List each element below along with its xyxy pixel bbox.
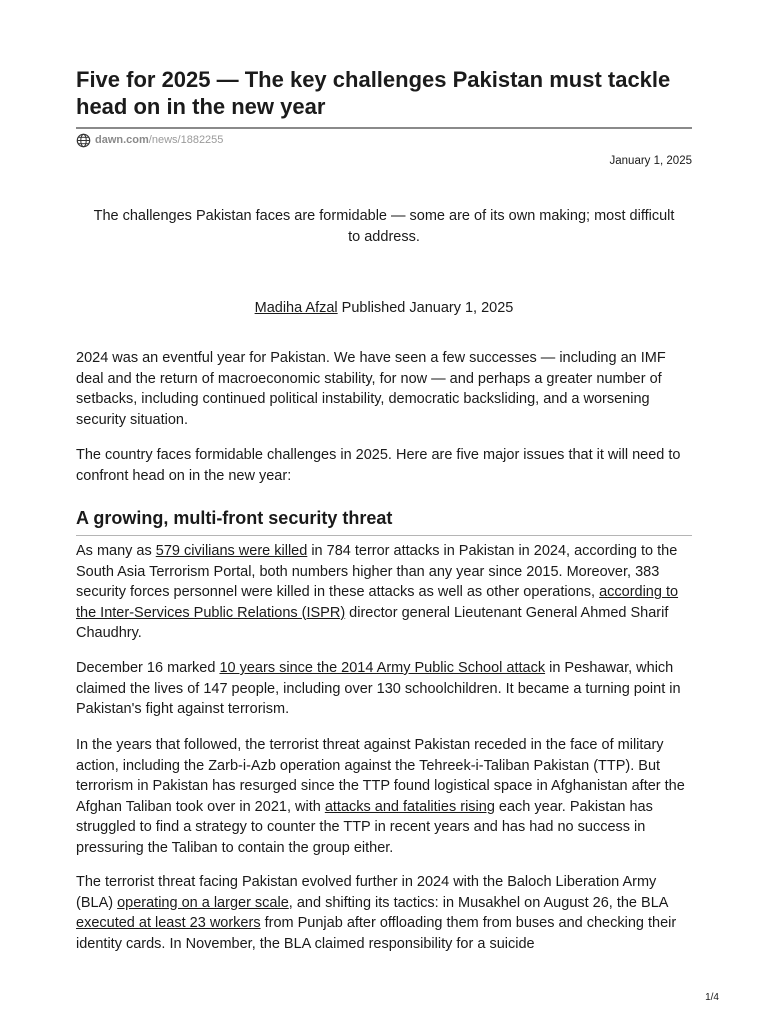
civilians-killed-link[interactable]: 579 civilians were killed	[155, 543, 308, 559]
article-subtitle: The challenges Pakistan faces are formidable — some are of its own making; most difficult to address.	[93, 208, 675, 245]
title-divider	[76, 127, 692, 129]
body-paragraph-3: In the years that followed, the terrorist threat against Pakistan receded in the face of military action, including the Zarb-i-Azb operation against the Tehreek-i-Taliban Pakistan (TTP). But terrorism in Pakistan has resurged since the TTP found logistical space in Afghanistan after the Afghan Taliban took over in 2021, with attacks and fatalities rising each year. Pakistan has struggled to find a strategy to counter the TTP in recent years and has had no success in pressuring the Taliban to contain the group either.	[76, 737, 685, 856]
author-link[interactable]: Madiha Afzal	[254, 300, 338, 316]
body-paragraph-4: The terrorist threat facing Pakistan evolved further in 2024 with the Baloch Liberation Army (BLA) operating on a larger scale, and shifting its tactics: in Musakhel on August 26, the BLA executed at least 23 workers from Punjab after offloading them from buses and checking their identity cards. In November, the BLA claimed responsibility for a suicide	[76, 874, 677, 952]
source-path: /news/1882255	[148, 134, 224, 146]
page-number: 1/4	[705, 992, 719, 1003]
body-paragraph-1: As many as 579 civilians were killed in 784 terror attacks in Pakistan in 2024, according to the South Asia Terrorism Portal, both numbers higher than any year since 2015. Moreover, 383 security forces personnel were killed in these attacks as well as other operations, according to the Inter-Services Public Relations (ISPR) director general Lieutenant General Ahmed Sharif Chaudhry.	[76, 543, 679, 641]
article-title: Five for 2025 — The key challenges Pakistan must tackle head on in the new year	[76, 67, 671, 119]
clip-date: January 1, 2025	[609, 155, 692, 167]
published-date: Published January 1, 2025	[337, 300, 514, 316]
source-line[interactable]	[76, 132, 223, 148]
source-domain: dawn.com	[95, 134, 149, 146]
attacks-rising-link[interactable]: attacks and fatalities rising	[324, 798, 495, 815]
intro-paragraph-2: The country faces formidable challenges in 2025. Here are five major issues that it will need to confront head on in the new year:	[76, 447, 681, 484]
section-heading: A growing, multi-front security threat	[76, 508, 393, 528]
ispr-link[interactable]: according to the Inter-Services Public Relations (ISPR)	[76, 584, 679, 621]
larger-scale-link[interactable]: operating on a larger scale	[117, 894, 289, 911]
byline	[76, 298, 692, 319]
workers-executed-link[interactable]: executed at least 23 workers	[76, 915, 261, 931]
globe-icon	[76, 133, 91, 148]
intro-paragraph-1: 2024 was an eventful year for Pakistan. We have seen a few successes — including an IMF deal and the return of macroeconomic stability, for now — and perhaps a greater number of setbacks, including continued political instability, democratic backsliding, and a worsening security situation.	[76, 350, 666, 428]
section-divider	[76, 535, 692, 536]
body-paragraph-2: December 16 marked 10 years since the 2014 Army Public School attack in Peshawar, which claimed the lives of 147 people, including over 130 schoolchildren. It became a turning point in Pakistan's fight against terrorism.	[76, 660, 681, 717]
aps-attack-link[interactable]: 10 years since the 2014 Army Public School attack	[219, 660, 546, 676]
